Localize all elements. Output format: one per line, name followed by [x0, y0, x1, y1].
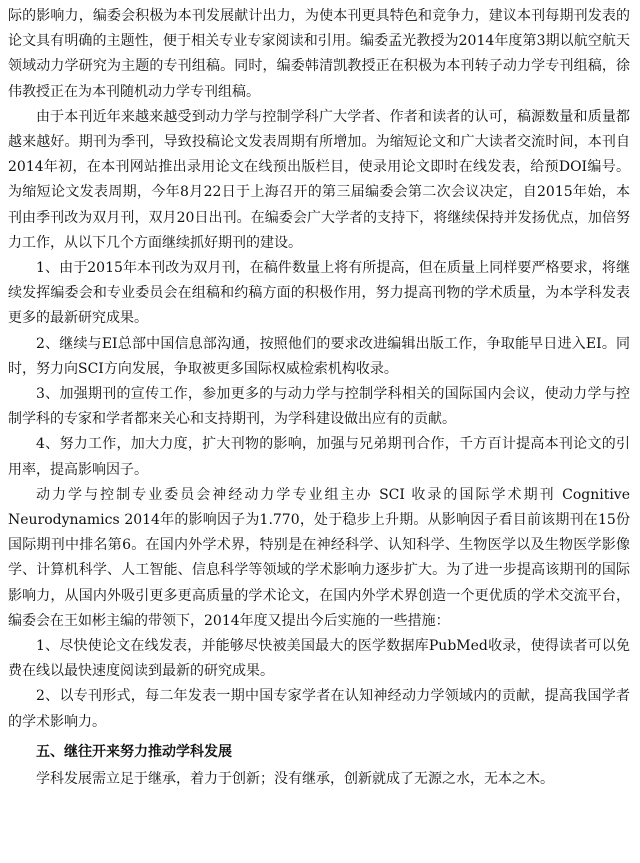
- paragraph-measure-3: 3、加强期刊的宣传工作，参加更多的与动力学与控制学科相关的国际国内会议，使动力学与控制学科的专家和学者都来关心和支持期刊，为学科建设做出应有的贡献。: [8, 386, 630, 428]
- paragraph-cognitive-neurodynamics: 动力学与控制专业委员会神经动力学专业组主办 SCI 收录的国际学术期刊 Cognitive Neurodynamics 2014年的影响因子为1.770，处于稳步上升期。从影响因子看目前该期刊在15份国际期刊中排名第6。在国内外学术界，特别是在神经科学、认知科学、生物医学以及生物医学影像学、计算机科学、人工智能、信息科学等领域的学术影响力逐步扩大。为了进一步提高该期刊的国际影响力，从国内外吸引更多更高质量的学术论文，在国内外学术界创造一个更优质的学术交流平台，编委会在王如彬主编的带领下，2014年度又提出今后实施的一些措施：: [8, 486, 630, 629]
- paragraph-journal-recognition: 由于本刊近年来越来越受到动力学与控制学科广大学者、作者和读者的认可，稿源数量和质量都越来越好。期刊为季刊，导致投稿论文发表周期有所增加。为缩短论文和广大读者交流时间，本刊自2014年初，在本刊网站推出录用论文在线预出版栏目，使录用论文即时在线发表，给预DOI编号。为缩短论文发表周期，今年8月22日于上海召开的第三届编委会第二次会议决定，自2015年始，本刊由季刊改为双月刊，双月20日出刊。在编委会广大学者的支持下，将继续保持并发扬优点，加倍努力工作，从以下几个方面继续抓好期刊的建设。: [8, 108, 630, 251]
- paragraph-measure-1: 1、由于2015年本刊改为双月刊，在稿件数量上将有所提高，但在质量上同样要严格要求，将继续发挥编委会和专业委员会在组稿和约稿方面的积极作用，努力提高刊物的学术质量，为本学科发表更多的最新研究成果。: [8, 260, 630, 327]
- paragraph-cn-measure-2: 2、以专刊形式，每二年发表一期中国专家学者在认知神经动力学领域内的贡献，提高我国学者的学术影响力。: [8, 688, 630, 730]
- paragraph-continued: 际的影响力，编委会积极为本刊发展献计出力，为使本刊更具特色和竞争力，建议本刊每期刊发表的论文具有明确的主题性，便于相关专业专家阅读和引用。编委孟光教授为2014年度第3期以航空航天领域动力学研究为主题的专刊组稿。同时，编委韩清凯教授正在积极为本刊转子动力学专刊组稿，徐伟教授正在为本刊随机动力学专刊组稿。: [8, 8, 630, 100]
- paragraph-cn-measure-1: 1、尽快使论文在线发表，并能够尽快被美国最大的医学数据库PubMed收录，使得读者可以免费在线以最快速度阅读到最新的研究成果。: [8, 638, 630, 680]
- paragraph-measure-4: 4、努力工作，加大力度，扩大刊物的影响，加强与兄弟期刊合作，千方百计提高本刊论文的引用率，提高影响因子。: [8, 436, 630, 478]
- paragraph-closing: 学科发展需立足于继承，着力于创新；没有继承，创新就成了无源之水，无本之木。: [36, 770, 554, 787]
- section-heading: 五、继往开来努力推动学科发展: [36, 743, 232, 760]
- paragraph-measure-2: 2、继续与EI总部中国信息部沟通，按照他们的要求改进编辑出版工作，争取能早日进入EI。同时，努力向SCI方向发展，争取被更多国际权威检索机构收录。: [8, 335, 630, 377]
